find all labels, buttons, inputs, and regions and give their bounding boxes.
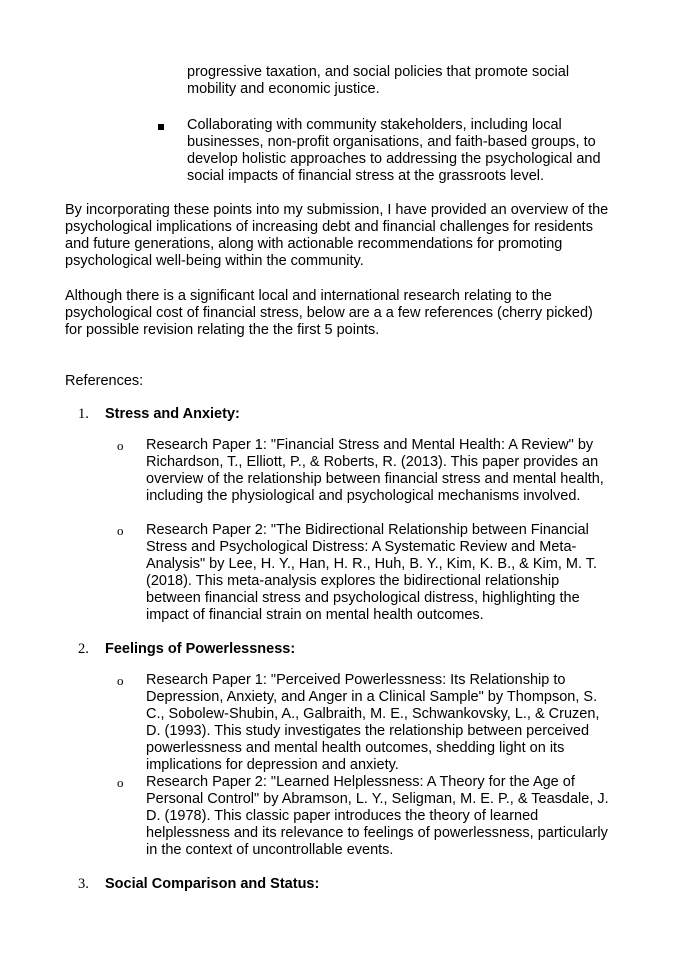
- paper-text: Research Paper 1: "Financial Stress and Mental Health: A Review" by Richardson, T., Elliott, P., & Roberts, R. (2013). This paper provides an overview of the relationship between financial stress and mental health, including the physiological and psychological mechanisms involved.: [146, 437, 604, 504]
- circle-bullet-icon: o: [117, 523, 124, 538]
- list-number: 1.: [78, 406, 89, 422]
- list-number: 2.: [78, 641, 89, 657]
- reference-title: Social Comparison and Status:: [105, 876, 320, 892]
- paper-text: Research Paper 2: "The Bidirectional Relationship between Financial Stress and Psychological Distress: A Systematic Review and Meta-Analysis" by Lee, H. Y., Han, H. R., Huh, B. Y., Kim, K. B., & Kim, M. T. (2018). This meta-analysis explores the bidirectional relationship between financial stress and psychological distress, highlighting the impact of financial strain on mental health outcomes.: [146, 522, 598, 623]
- paper-text: Research Paper 1: "Perceived Powerlessness: Its Relationship to Depression, Anxiety, and Anger in a Clinical Sample" by Thompson, S. C., Sobolew-Shubin, A., Galbraith, M. E., Schwankovsky, L., & Cruzen, D. (1993). This study investigates the relationship between perceived powerlessness and mental health outcomes, shedding light on its implications for depression and anxiety.: [146, 672, 600, 773]
- paper-text: Research Paper 2: "Learned Helplessness: A Theory for the Age of Personal Control" by Abramson, L. Y., Seligman, M. E. P., & Teasdale, J. D. (1978). This classic paper introduces the theory of learned helplessness and its relevance to feelings of powerlessness, particularly in the context of uncontrollable events.: [146, 774, 609, 858]
- circle-bullet-icon: o: [117, 438, 124, 453]
- bullet-text: Collaborating with community stakeholders, including local businesses, non-profit organisations, and faith-based groups, to develop holistic approaches to addressing the psychological and social impacts of financial stress at the grassroots level.: [187, 117, 601, 184]
- list-number: 3.: [78, 876, 89, 892]
- circle-bullet-icon: o: [117, 775, 124, 790]
- research-paragraph: Although there is a significant local and international research relating to the psychological cost of financial stress, below are a a few references (cherry picked) for possible revision relating the the first 5 points.: [65, 288, 593, 338]
- bullet-text: progressive taxation, and social policies that promote social mobility and economic justice.: [187, 64, 570, 97]
- circle-bullet-icon: o: [117, 673, 124, 688]
- references-heading: References:: [65, 373, 144, 389]
- reference-title: Stress and Anxiety:: [105, 406, 240, 422]
- summary-paragraph: By incorporating these points into my submission, I have provided an overview of the psychological implications of increasing debt and financial challenges for residents and future generations, along with actionable recommendations for promoting psychological well-being within the community.: [65, 202, 609, 269]
- square-bullet-icon: [158, 124, 164, 130]
- reference-title: Feelings of Powerlessness:: [105, 641, 296, 657]
